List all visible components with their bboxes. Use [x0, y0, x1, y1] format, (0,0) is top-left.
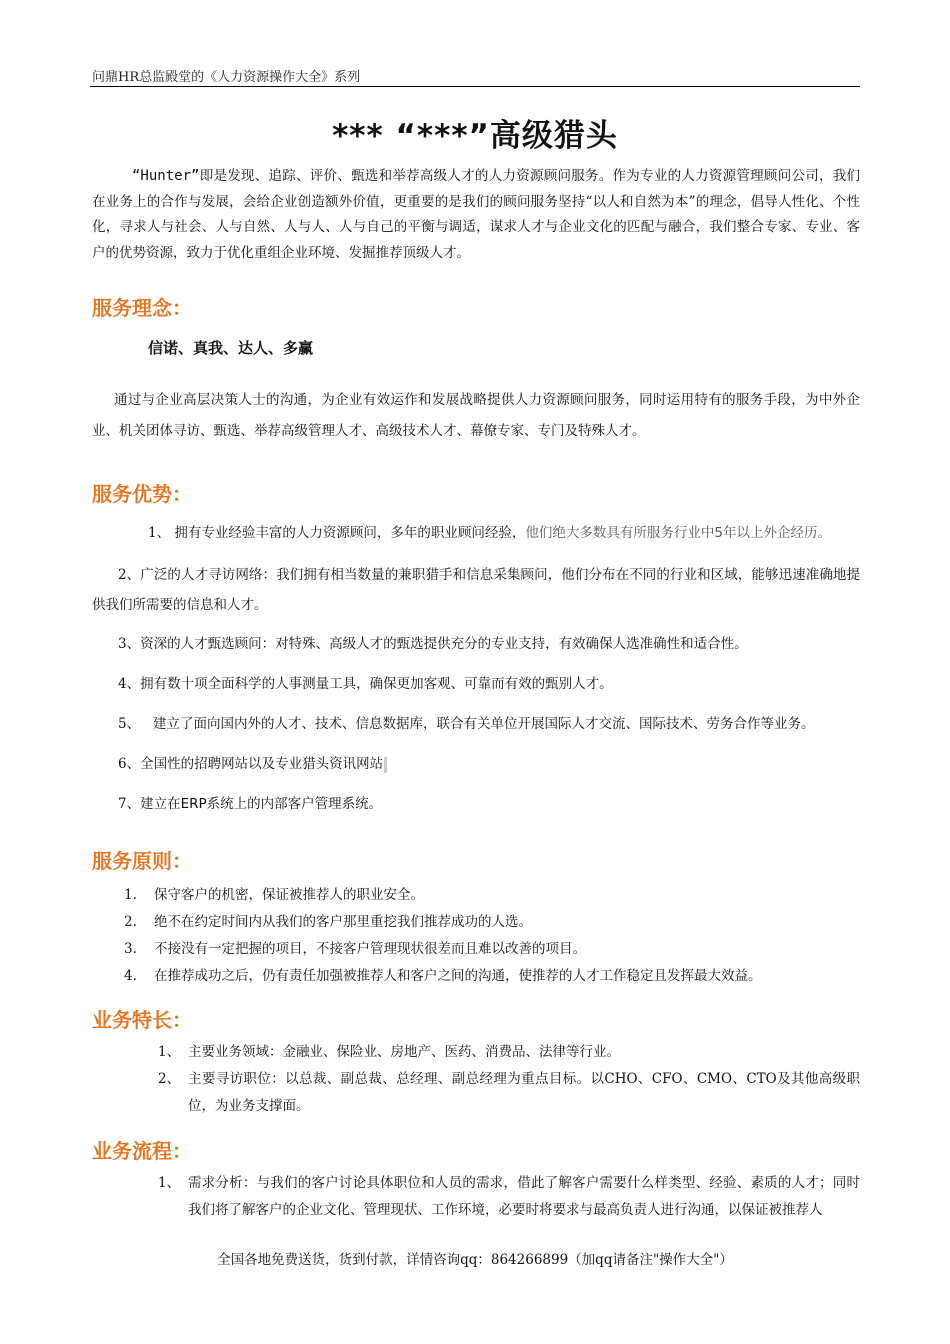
principle-item-1-text: 保守客户的机密，保证被推荐人的职业安全。 [154, 887, 424, 903]
principle-item-4-text: 在推荐成功之后，仍有责任加强被推荐人和客户之间的沟通，使推荐的人才工作稳定且发挥最大效益。 [154, 968, 762, 984]
process-item-1 [158, 1170, 860, 1224]
advantage-item-1-part-c: 5 [714, 525, 723, 541]
principle-item-1 [124, 881, 860, 909]
specialty-item-1 [158, 1039, 860, 1066]
principle-item-2-text: 绝不在约定时间内从我们的客户那里重挖我们推荐成功的人选。 [154, 914, 532, 930]
advantage-item-4: 4、拥有数十项全面科学的人事测量工具，确保更加客观、可靠而有效的甄别人才。 [118, 676, 613, 692]
heading-service-advantages: 服务优势： [92, 482, 192, 506]
service-motto: 信诺、真我、达人、多赢 [148, 339, 314, 357]
process-item-1-num: 1、 [158, 1175, 181, 1191]
advantage-item-7-part-a: 7、建立在 [118, 796, 181, 812]
specialty-item-2-num: 2、 [158, 1071, 181, 1087]
intro-text: 即是发现、追踪、评价、甄选和举荐高级人才的人力资源顾问服务。作为专业的人力资源管理顾问公司，我们在业务上的合作与发展，会给企业创造额外价值，更重要的是我们的顾问服务坚持“以人和自然为本”的理念，倡导人性化、个性化，寻求人与社会、人与自然、人与人、人与自己的平衡与调适，谋求人才与企业文化的匹配与融合，我们整合专家、专业、客户的优势资源，致力于优化重组企业环境、发掘推荐顶级人才。 [92, 168, 860, 261]
advantage-item-6 [118, 749, 860, 779]
advantage-item-1-part-d: 年以上外企经历。 [722, 525, 831, 541]
page-title: *** “***”高级猎头 [332, 118, 618, 154]
heading-service-philosophy: 服务理念： [92, 296, 192, 320]
specialty-item-2-text: 主要寻访职位：以总裁、副总裁、总经理、副总经理为重点目标。以CHO、CFO、CMO、CTO及其他高级职位，为业务支撑面。 [188, 1071, 860, 1114]
advantage-item-7-part-b: ERP [180, 796, 207, 812]
running-header: 问鼎HR总监殿堂的《人力资源操作大全》系列 [92, 70, 361, 85]
specialty-item-1-text: 主要业务领域：金融业、保险业、房地产、医药、消费品、法律等行业。 [188, 1044, 620, 1060]
advantage-item-3: 3、资深的人才甄选顾问：对特殊、高级人才的甄选提供充分的专业支持，有效确保人选准确性和适合性。 [118, 636, 748, 652]
principle-item-2-num: 2. [124, 914, 137, 930]
principle-item-2 [124, 908, 860, 936]
advantage-item-2: 2、广泛的人才寻访网络：我们拥有相当数量的兼职猎手和信息采集顾问，他们分布在不同的行业和区域，能够迅速准确地提供我们所需要的信息和人才。 [92, 567, 860, 613]
heading-business-process: 业务流程： [92, 1139, 192, 1163]
principle-item-4 [124, 962, 860, 990]
principle-item-3-text: 不接没有一定把握的项目，不接客户管理现状很差而且难以改善的项目。 [154, 941, 586, 957]
intro-paragraph [92, 164, 860, 266]
text-cursor-marker [384, 757, 387, 773]
principle-item-1-num: 1. [124, 887, 137, 903]
process-item-1-text: 需求分析：与我们的客户讨论具体职位和人员的需求，借此了解客户需要什么样类型、经验、素质的人才；同时我们将了解客户的企业文化、管理现状、工作环境，必要时将要求与最高负责人进行沟通，以保证被推荐人 [188, 1175, 860, 1218]
advantage-item-6-text: 6、全国性的招聘网站以及专业猎头资讯网站 [118, 756, 384, 772]
principle-item-3 [124, 935, 860, 963]
advantage-item-7 [118, 789, 860, 819]
heading-service-principles: 服务原则： [92, 849, 192, 873]
page-footer: 全国各地免费送货，货到付款，详情咨询qq：864266899（加qq请备注"操作大全"） [217, 1252, 733, 1268]
heading-business-specialties: 业务特长： [92, 1008, 192, 1032]
specialty-item-1-num: 1、 [158, 1044, 181, 1060]
advantage-item-1 [148, 518, 860, 548]
philosophy-description: 通过与企业高层决策人士的沟通，为企业有效运作和发展战略提供人力资源顾问服务，同时运用特有的服务手段，为中外企业、机关团体寻访、甄选、举荐高级管理人才、高级技术人才、幕僚专家、专门及特殊人才。 [92, 392, 860, 439]
advantage-item-1-part-b: 他们绝大多数具有所服务行业中 [525, 525, 715, 541]
intro-hunter-term: “Hunter” [132, 168, 200, 184]
advantage-item-5: 5、 建立了面向国内外的人才、技术、信息数据库，联合有关单位开展国际人才交流、国际技术、劳务合作等业务。 [118, 716, 815, 732]
specialty-item-2 [158, 1066, 860, 1120]
header-rule [90, 86, 860, 87]
advantage-item-1-part-a: 1、 拥有专业经验丰富的人力资源顾问，多年的职业顾问经验， [148, 525, 526, 541]
principle-item-4-num: 4. [124, 968, 137, 984]
advantage-item-7-part-c: 系统上的内部客户管理系统。 [206, 796, 383, 812]
principle-item-3-num: 3. [124, 941, 137, 957]
